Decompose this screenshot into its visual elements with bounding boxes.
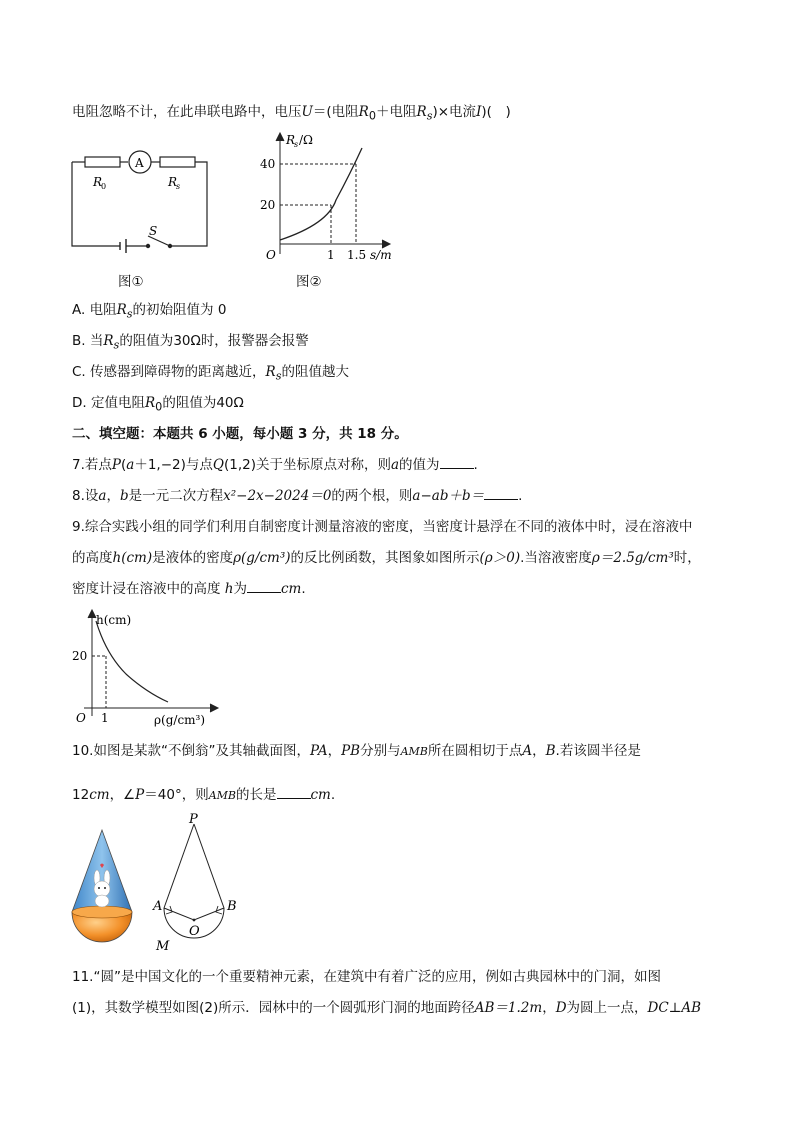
svg-text:s: s xyxy=(176,182,181,191)
svg-text:R: R xyxy=(93,175,103,189)
svg-text:20: 20 xyxy=(260,198,276,212)
circuit-diagram xyxy=(60,140,230,270)
q10-line1: 10.如图是某款“不倒翁”及其轴截面图，PA，PB分别与AMB所在圆相切于点A，B.若该圆半径是 xyxy=(72,743,641,759)
rs-curve xyxy=(280,148,362,240)
svg-text:R: R xyxy=(286,133,296,147)
q8: 8.设a，b是一元二次方程x²−2x−2024＝0的两个根，则a−ab＋b＝ . xyxy=(72,488,523,504)
svg-text:A: A xyxy=(153,899,163,914)
q6-stem: 电阻忽略不计，在此串联电路中，电压U＝(电阻$R_0+$电阻$R_s)\times$电流I)( ) xyxy=(72,104,511,123)
q9-answer-blank[interactable] xyxy=(247,580,281,593)
resistor-rs xyxy=(160,157,195,167)
svg-text:20: 20 xyxy=(72,649,88,663)
svg-text:O: O xyxy=(76,711,86,725)
tumbler-cross-section xyxy=(150,812,250,954)
section-heading: 二、填空题：本题共 6 小题，每小题 3 分，共 18 分。 xyxy=(72,426,408,442)
q9-line2: 的高度h(cm)是液体的密度ρ(g/cm³)的反比例函数，其图象如图所示(ρ＞0).当溶液密度ρ＝2.5g/cm³时， xyxy=(72,550,701,566)
q7-answer-blank[interactable] xyxy=(440,456,474,469)
rs-graph xyxy=(258,128,408,268)
q7: 7.若点P(a＋1,−2)与点Q(1,2)关于坐标原点对称，则a的值为 . xyxy=(72,457,478,473)
svg-text:40: 40 xyxy=(260,157,276,171)
svg-text:R: R xyxy=(168,175,178,189)
option-a: A. 电阻$R_s$的初始阻值为 0 xyxy=(72,302,227,321)
svg-text:M: M xyxy=(156,939,170,954)
svg-text:A: A xyxy=(135,156,144,170)
resistor-r0 xyxy=(85,157,120,167)
fig1-caption: 图① xyxy=(118,274,144,290)
svg-text:ρ(g/cm³): ρ(g/cm³) xyxy=(154,713,206,727)
svg-text:P: P xyxy=(189,812,198,827)
option-c: C. 传感器到障碍物的距离越近，$R_s$的阻值越大 xyxy=(72,364,349,383)
density-graph xyxy=(70,604,230,730)
q8-answer-blank[interactable] xyxy=(484,487,518,500)
svg-text:s: s xyxy=(294,140,299,149)
svg-text:O: O xyxy=(266,248,276,262)
q11-line2: (1)，其数学模型如图(2)所示．园林中的一个圆弧形门洞的地面跨径AB＝1.2m，D为圆上一点，DC⊥AB xyxy=(72,1000,702,1016)
q11-line1: 11.“圆”是中国文化的一个重要精神元素，在建筑中有着广泛的应用，例如古典园林中的门洞，如图 xyxy=(72,969,661,985)
battery xyxy=(120,239,126,253)
svg-text:/Ω: /Ω xyxy=(299,133,313,147)
inverse-curve xyxy=(96,621,168,702)
svg-text:0: 0 xyxy=(101,182,107,191)
option-d: D. 定值电阻$R_0$的阻值为40Ω xyxy=(72,395,244,414)
q9-line1: 9.综合实践小组的同学们利用自制密度计测量溶液的密度，当密度计悬浮在不同的液体中时，浸在溶液中 xyxy=(72,519,693,535)
svg-text:O: O xyxy=(189,924,200,939)
q10-line2: 12cm，∠P＝40°，则AMB的长是 cm. xyxy=(72,787,336,803)
svg-text:1: 1 xyxy=(101,711,109,725)
svg-text:S: S xyxy=(149,224,158,238)
svg-text:1: 1 xyxy=(327,248,335,262)
q9-line3: 密度计浸在溶液中的高度 h为 cm. xyxy=(72,581,306,597)
svg-text:B: B xyxy=(227,899,237,914)
option-b: B. 当$R_s$的阻值为30Ω时，报警器会报警 xyxy=(72,333,309,352)
svg-text:h(cm): h(cm) xyxy=(96,613,132,627)
q10-answer-blank[interactable] xyxy=(277,786,311,799)
svg-text:1.5: 1.5 xyxy=(347,248,367,262)
svg-text:s/m: s/m xyxy=(370,248,392,262)
fig2-caption: 图② xyxy=(296,274,322,290)
tumbler-toy-picture xyxy=(68,826,140,954)
